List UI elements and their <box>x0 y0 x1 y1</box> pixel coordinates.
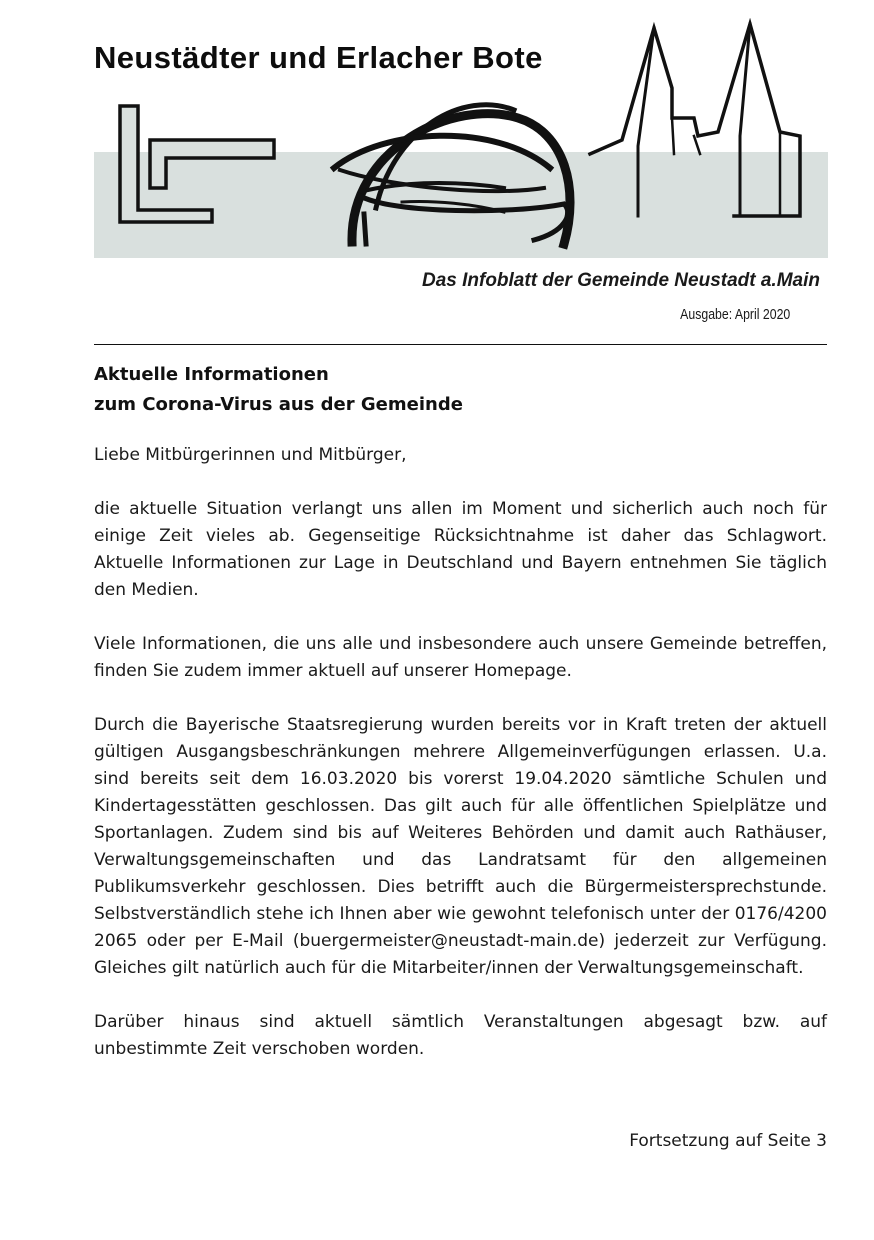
article-headline <box>94 360 827 420</box>
headline-line: Aktuelle Informationen <box>94 364 329 385</box>
continuation-note: Fortsetzung auf Seite 3 <box>629 1131 827 1151</box>
article-salutation: Liebe Mitbürgerinnen und Mitbürger, <box>94 445 407 465</box>
issue-date: Ausgabe: April 2020 <box>679 306 790 323</box>
header-divider <box>94 344 827 345</box>
article-paragraph: Viele Informationen, die uns alle und insbesondere auch unsere Gemeinde betreffen, finden Sie zudem immer aktuell auf unserer Homepage. <box>94 634 827 681</box>
newspaper-tagline: Das Infoblatt der Gemeinde Neustadt a.Main <box>421 270 820 291</box>
headline-line: zum Corona-Virus aus der Gemeinde <box>94 394 463 415</box>
article <box>94 360 827 1090</box>
newspaper-title: Neustädter und Erlacher Bote <box>94 40 543 75</box>
article-paragraph: Darüber hinaus sind aktuell sämtlich Veranstaltungen abgesagt bzw. auf unbestimmte Zeit verschoben worden. <box>94 1012 827 1059</box>
article-paragraph: Durch die Bayerische Staatsregierung wurden bereits vor in Kraft treten der aktuell gültigen Ausgangsbeschränkungen mehrere Allgemeinverfügungen erlassen. U.a. sind bereits seit dem 16.03.2020 bis vorerst 19.04.2020 sämtliche Schulen und Kindertagesstätten geschlossen. Das gilt auch für alle öffentlichen Spielplätze und Sportanlagen. Zudem sind bis auf Weiteres Behörden und damit auch Rathäuser, Verwaltungsgemeinschaften und das Landratsamt für den allgemeinen Publikumsverkehr geschlossen. Dies betrifft auch die Bürgermeistersprechstunde. Selbstverständlich stehe ich Ihnen aber wie gewohnt telefonisch unter der 0176/4200 2065 oder per E-Mail (buergermeister@neustadt-main.de) jederzeit zur Verfügung. Gleiches gilt natürlich auch für die Mitarbeiter/innen der Verwaltungsgemeinschaft. <box>94 715 827 978</box>
article-paragraph: die aktuelle Situation verlangt uns allen im Moment und sicherlich auch noch für einige Zeit vieles ab. Gegenseitige Rücksichtnahme ist daher das Schlagwort. Aktuelle Informationen zur Lage in Deutschland und Bayern entnehmen Sie täglich den Medien. <box>94 499 827 600</box>
